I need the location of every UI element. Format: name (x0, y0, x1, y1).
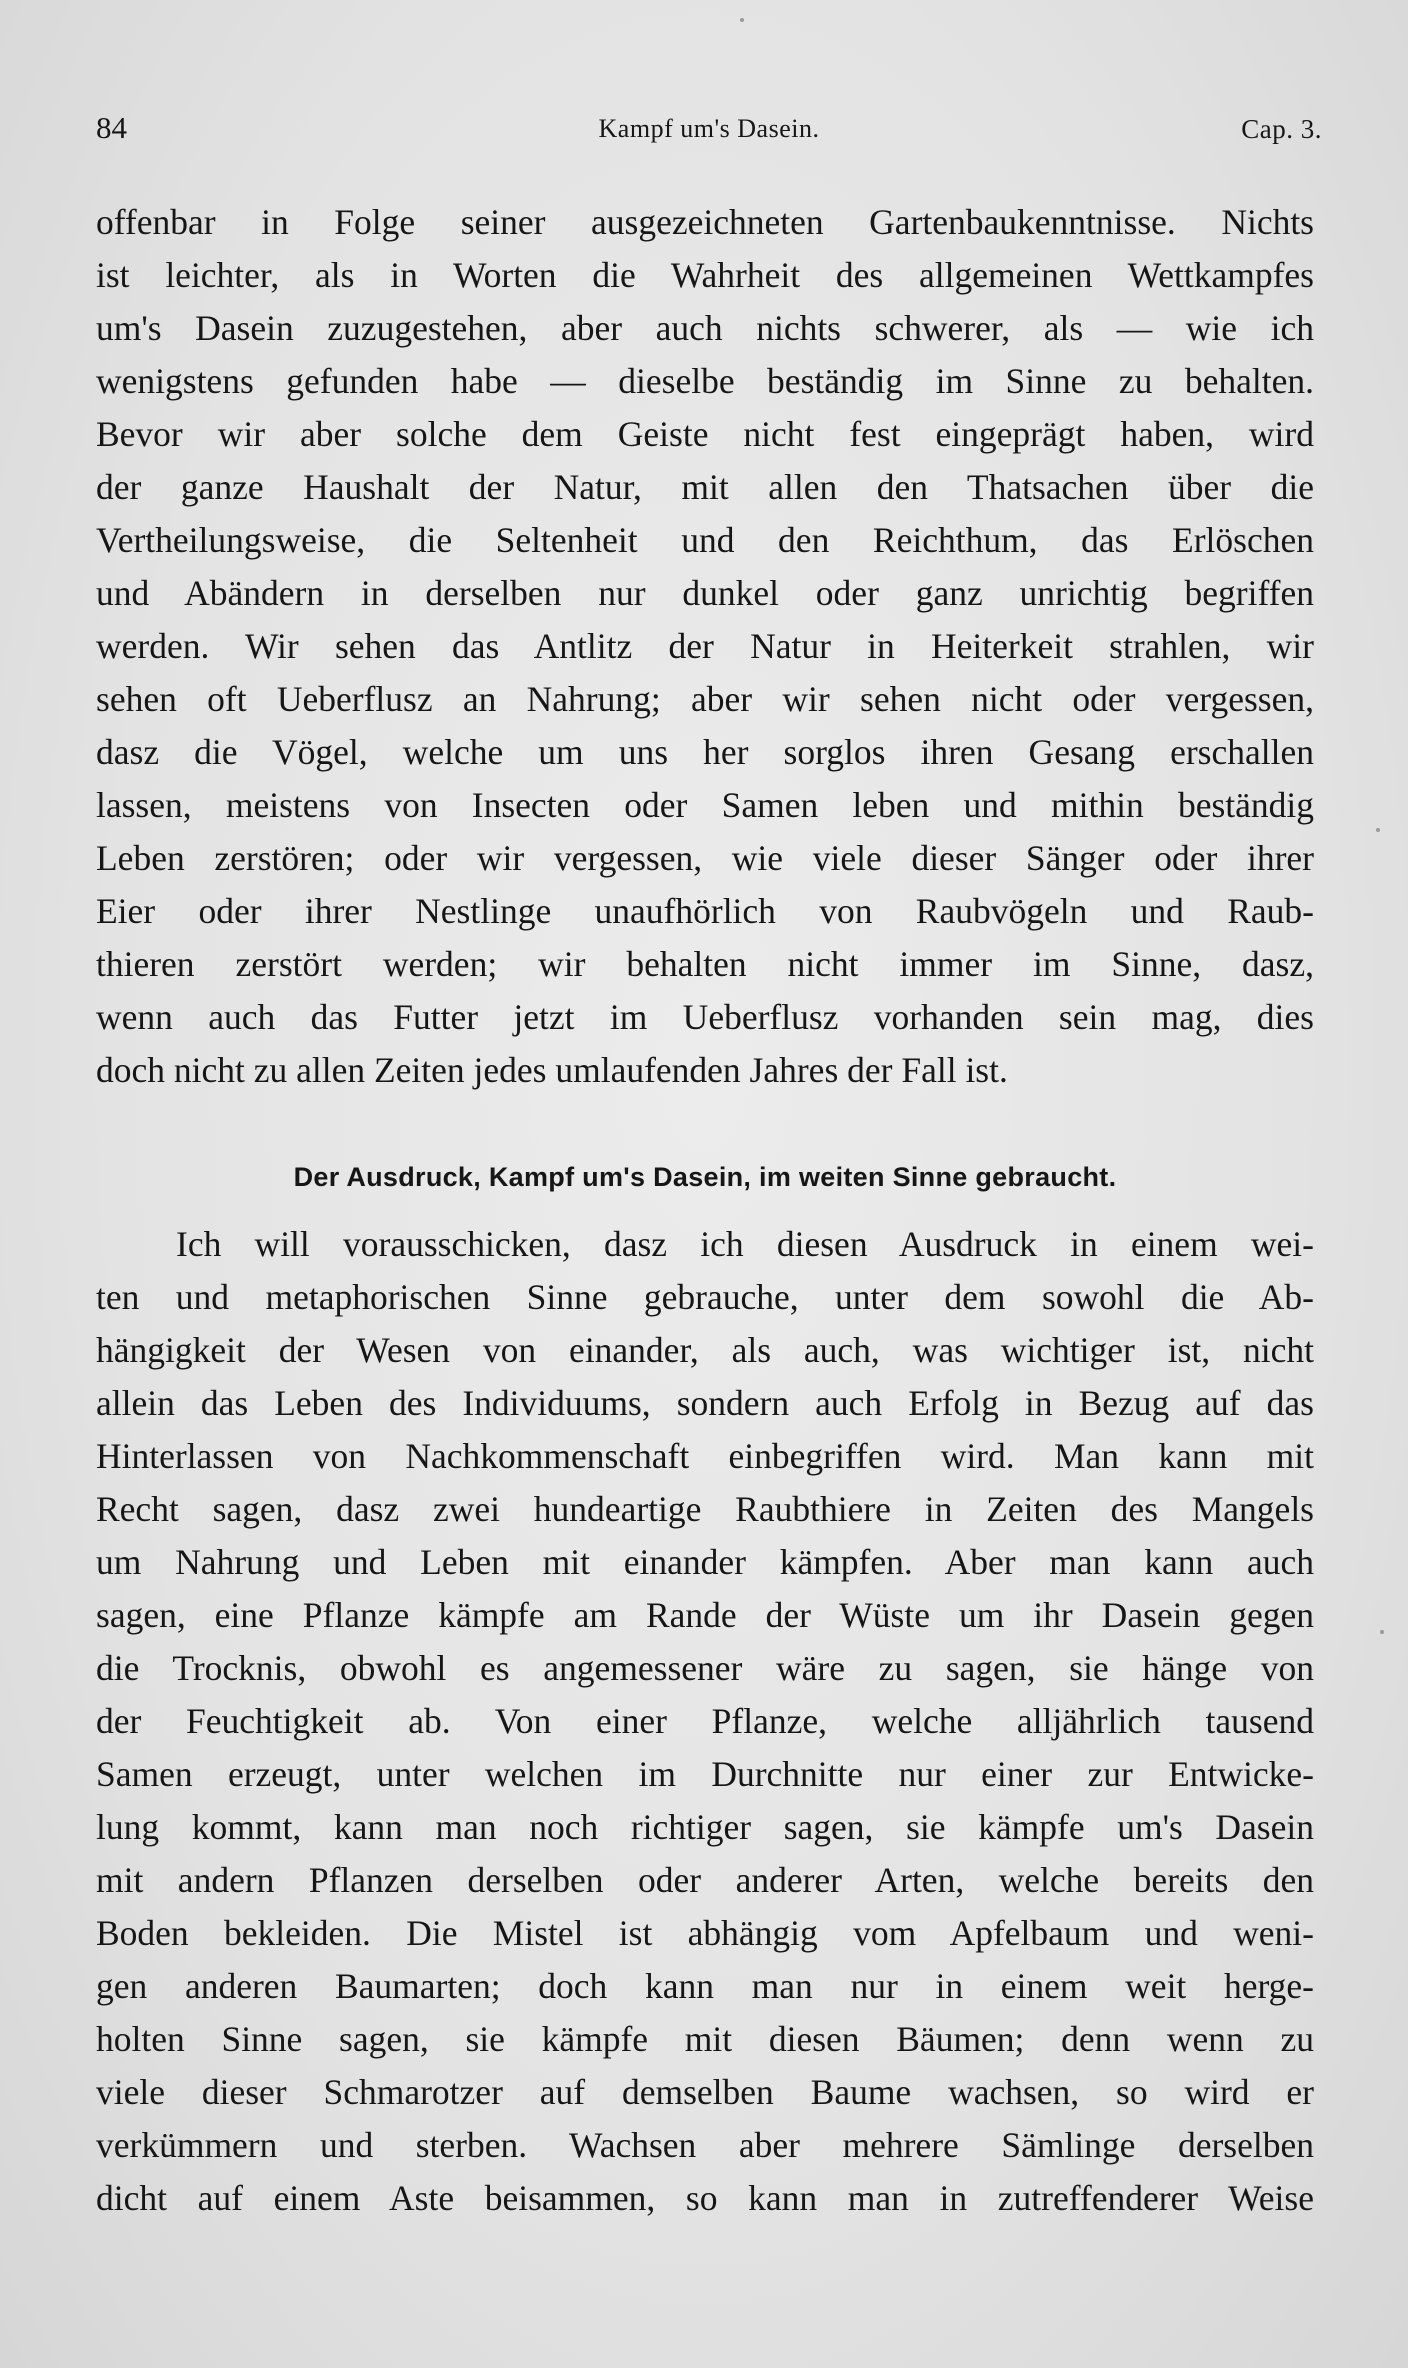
text-line: viele dieser Schmarotzer auf demselben Baume wachsen, so wird er (96, 2072, 1314, 2112)
text-line: dicht auf einem Aste beisammen, so kann man in zutreffenderer Weise (96, 2178, 1314, 2218)
text-line: Eier oder ihrer Nestlinge unaufhörlich von Raubvögeln und Raub- (96, 891, 1314, 931)
running-title: Kampf um's Dasein. (598, 114, 820, 143)
text-line: lassen, meistens von Insecten oder Samen leben und mithin beständig (96, 785, 1314, 825)
text-line: wenn auch das Futter jetzt im Ueberflusz vorhanden sein mag, dies (96, 997, 1314, 1037)
text-line: hängigkeit der Wesen von einander, als auch, was wichtiger ist, nicht (96, 1330, 1314, 1370)
text-line: sagen, eine Pflanze kämpfe am Rande der Wüste um ihr Dasein gegen (96, 1595, 1314, 1635)
text-line: Recht sagen, dasz zwei hundeartige Raubthiere in Zeiten des Mangels (96, 1489, 1314, 1529)
text-line: werden. Wir sehen das Antlitz der Natur in Heiterkeit strahlen, wir (96, 626, 1314, 666)
text-line: und Abändern in derselben nur dunkel oder ganz unrichtig begriffen (96, 573, 1314, 613)
text-line: Boden bekleiden. Die Mistel ist abhängig vom Apfelbaum und weni- (96, 1913, 1314, 1953)
text-line: ist leichter, als in Worten die Wahrheit des allgemeinen Wettkampfes (96, 255, 1314, 295)
text-line: Ich will vorausschicken, dasz ich diesen Ausdruck in einem wei- (176, 1224, 1314, 1264)
text-line: ten und metaphorischen Sinne gebrauche, unter dem sowohl die Ab- (96, 1277, 1314, 1317)
text-line: mit andern Pflanzen derselben oder anderer Arten, welche bereits den (96, 1860, 1314, 1900)
text-line: thieren zerstört werden; wir behalten nicht immer im Sinne, dasz, (96, 944, 1314, 984)
text-line: holten Sinne sagen, sie kämpfe mit diesen Bäumen; denn wenn zu (96, 2019, 1314, 2059)
paper-speck (740, 18, 744, 22)
text-line: doch nicht zu allen Zeiten jedes umlaufenden Jahres der Fall ist. (96, 1050, 1008, 1090)
page-number: 84 (96, 110, 127, 145)
text-line: offenbar in Folge seiner ausgezeichneten Gartenbaukenntnisse. Nichts (96, 202, 1314, 242)
section-heading: Der Ausdruck, Kampf um's Dasein, im weiten Sinne gebraucht. (293, 1162, 1117, 1192)
paper-speck (1380, 1630, 1384, 1634)
text-line: sehen oft Ueberflusz an Nahrung; aber wir sehen nicht oder vergessen, (96, 679, 1314, 719)
text-line: lung kommt, kann man noch richtiger sagen, sie kämpfe um's Dasein (96, 1807, 1314, 1847)
text-line: Bevor wir aber solche dem Geiste nicht fest eingeprägt haben, wird (96, 414, 1314, 454)
text-line: um Nahrung und Leben mit einander kämpfen. Aber man kann auch (96, 1542, 1314, 1582)
running-head (96, 110, 1322, 154)
text-line: um's Dasein zuzugestehen, aber auch nichts schwerer, als — wie ich (96, 308, 1314, 348)
text-line: Vertheilungsweise, die Seltenheit und den Reichthum, das Erlöschen (96, 520, 1314, 560)
text-line: dasz die Vögel, welche um uns her sorglos ihren Gesang erschallen (96, 732, 1314, 772)
text-line: allein das Leben des Individuums, sondern auch Erfolg in Bezug auf das (96, 1383, 1314, 1423)
text-line: Samen erzeugt, unter welchen im Durchnitte nur einer zur Entwicke- (96, 1754, 1314, 1794)
text-line: der Feuchtigkeit ab. Von einer Pflanze, welche alljährlich tausend (96, 1701, 1314, 1741)
text-line: verkümmern und sterben. Wachsen aber mehrere Sämlinge derselben (96, 2125, 1314, 2165)
text-line: der ganze Haushalt der Natur, mit allen den Thatsachen über die (96, 467, 1314, 507)
paragraph-1 (96, 196, 1314, 1097)
chapter-label: Cap. 3. (1241, 114, 1322, 144)
text-line: wenigstens gefunden habe — dieselbe beständig im Sinne zu behalten. (96, 361, 1314, 401)
text-line: die Trocknis, obwohl es angemessener wäre zu sagen, sie hänge von (96, 1648, 1314, 1688)
text-line: Leben zerstören; oder wir vergessen, wie viele dieser Sänger oder ihrer (96, 838, 1314, 878)
paper-speck (1376, 828, 1380, 832)
paragraph-2 (96, 1218, 1314, 2225)
text-line: gen anderen Baumarten; doch kann man nur in einem weit herge- (96, 1966, 1314, 2006)
text-line: Hinterlassen von Nachkommenschaft einbegriffen wird. Man kann mit (96, 1436, 1314, 1476)
